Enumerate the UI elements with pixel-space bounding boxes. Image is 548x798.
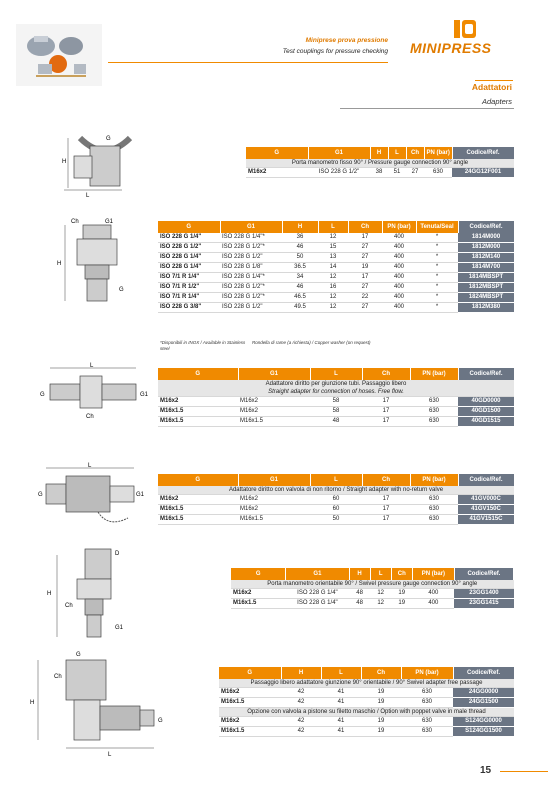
table-header-row [246,147,514,159]
table-row [158,293,514,303]
col-header: L [310,474,362,486]
dim-h-label: H [30,700,35,706]
cell-value: 400 [382,283,416,293]
cell-value: 16 [318,283,348,293]
cell-value: * [416,253,458,263]
col-header: G1 [238,474,310,486]
cell-value: M16x2 [238,495,310,505]
cell-value: 12 [318,273,348,283]
table-header-row [219,667,514,679]
cell-value: * [416,243,458,253]
cell-value: 12 [318,293,348,303]
cell-code: 41GV000C [458,495,514,505]
cell-value: 17 [362,407,410,417]
cell-g: M16x1.5 [158,407,238,417]
cell-value: 42 [281,727,321,737]
cell-h: 38 [370,168,388,178]
cell-g: M16x2 [158,397,238,407]
cell-g: M16x2 [219,717,281,727]
table-row [158,233,514,243]
table-subtitle: Opzione con valvola a pistone su filetto maschio / Option with poppet valve in male thread [219,708,514,717]
dim-ch-label: Ch [65,603,73,609]
cell-value: 400 [382,263,416,273]
cell-value: ISO 228 G 1/2"* [220,283,282,293]
cell-value: ISO 228 G 1/4" [286,589,349,599]
cell-value: M16x1.5 [238,417,310,427]
drawing-gauge-connection [60,118,155,198]
table-header-row [158,221,514,233]
cell-value: 19 [361,698,401,708]
cell-g: M16x1.5 [158,505,238,515]
table-adapters [158,221,515,313]
section-rule-top [475,80,513,81]
section-title-en: Adapters [481,97,512,106]
table-subtitle: Porta manometro orientabile 90° / Swivel pressure gauge connection 90° angle [231,580,514,589]
cell-g: ISO 228 G 1/4" [158,253,220,263]
drawing-swivel-adapter [30,648,170,758]
table-row [158,495,514,505]
table-header-row [158,368,514,380]
cell-g: M16x2 [158,495,238,505]
drawing-adapter-fitting [55,215,135,310]
cell-value: 12 [318,303,348,313]
cell-value: ISO 228 G 1/2"* [220,243,282,253]
dim-l-label: L [90,363,94,369]
logo-mark-icon [454,20,476,38]
section-title-it: Adattatori [471,82,512,92]
cell-value: ISO 228 G 1/2"* [220,293,282,303]
table-row [158,515,514,525]
cell-value: 17 [362,397,410,407]
table-subtitle: Porta manometro fisso 90° / Pressure gauge connection 90° angle [246,159,514,168]
cell-g: ISO 228 G 1/4" [158,263,220,273]
cell-value: 400 [412,599,454,609]
table-row [219,688,514,698]
table-swivel-adapter [219,667,515,737]
table-gauge-connection [246,147,515,178]
dim-g-label: G [106,136,111,142]
table-header-row [158,474,514,486]
col-header: G [158,368,238,380]
cell-value: 41 [321,688,361,698]
cell-value: 58 [310,407,362,417]
cell-g: ISO 228 G 3/8" [158,303,220,313]
dim-l-label: L [88,463,92,469]
cell-value: M16x2 [238,505,310,515]
cell-g: ISO 228 G 1/2" [158,243,220,253]
cell-value: 400 [382,253,416,263]
cell-code: 40GD1515 [458,417,514,427]
catalog-title-it: Miniprese prova pressione [305,37,388,44]
logo-text: MINIPRESS [410,40,492,56]
cell-value: 46.5 [282,293,318,303]
cell-g: ISO 7/1 R 1/2" [158,283,220,293]
dim-d-label: D [115,551,120,557]
col-header: H [281,667,321,679]
cell-value: 34 [282,273,318,283]
col-header: G [231,568,286,580]
cell-code: 1812MBSPT [458,283,514,293]
cell-value: 27 [348,303,382,313]
cell-value: * [416,283,458,293]
col-header: L [321,667,361,679]
drawing-no-return-adapter [38,462,150,532]
cell-code: 1814MBSPT [458,273,514,283]
col-header: PN (bar) [382,221,416,233]
col-header: H [370,147,388,159]
col-header: PN (bar) [410,474,458,486]
col-header: Ch [406,147,424,159]
cell-value: 46 [282,243,318,253]
table-row [158,283,514,293]
col-header: H [282,221,318,233]
cell-value: 36.5 [282,263,318,273]
drawing-swivel-gauge [45,545,135,645]
subtitle-en: Straight adapter for connection of hoses. Free flow. [268,389,404,395]
col-header-code: Codice/Ref. [458,368,514,380]
cell-value: 400 [382,293,416,303]
cell-g: M16x1.5 [231,599,286,609]
cell-g: ISO 7/1 R 1/4" [158,293,220,303]
cell-code: 40GD1500 [458,407,514,417]
cell-value: * [416,273,458,283]
cell-ch: 27 [406,168,424,178]
col-header-code: Codice/Ref. [458,221,514,233]
cell-code: 23GG1400 [454,589,513,599]
cell-value: 400 [382,243,416,253]
col-header-code: Codice/Ref. [453,667,514,679]
col-header-code: Codice/Ref. [452,147,514,159]
table-subtitle [158,380,514,397]
col-header: L [310,368,362,380]
table-row [158,417,514,427]
cell-value: 17 [348,273,382,283]
table-straight-adapter [158,368,515,427]
col-header-code: Codice/Ref. [458,474,514,486]
dim-g-label: G [40,392,45,398]
cell-value: 19 [361,717,401,727]
col-header-code: Codice/Ref. [454,568,513,580]
dim-g-label: G [76,652,81,658]
col-header: PN (bar) [424,147,452,159]
product-photo [16,24,102,86]
cell-value: ISO 228 G 1/4" [286,599,349,609]
cell-value: M16x2 [238,407,310,417]
cell-value: 17 [362,495,410,505]
header-rule [108,62,388,63]
cell-value: 17 [362,505,410,515]
cell-value: 630 [410,515,458,525]
col-header: G1 [220,221,282,233]
table-row [219,717,514,727]
cell-value: 42 [281,688,321,698]
col-header: L [370,568,391,580]
dim-h-label: H [57,261,62,267]
cell-value: M16x2 [238,397,310,407]
col-header: L [318,221,348,233]
col-header: Ch [361,667,401,679]
page-number-rule [500,771,548,772]
section-rule [340,108,514,109]
col-header: G [158,221,220,233]
cell-value: 630 [401,727,453,737]
cell-pn: 630 [424,168,452,178]
cell-value: 49.5 [282,303,318,313]
cell-code: 41GV150C [458,505,514,515]
cell-value: 12 [318,233,348,243]
note-washer: Rondella di rame (a richiesta) / Copper washer (on request) [252,340,371,345]
cell-value: 12 [370,589,391,599]
cell-value: 27 [348,253,382,263]
table-row [231,599,514,609]
col-header: H [349,568,370,580]
subtitle-it: Adattatore diritto per giunzione tubi. Passaggio libero [265,381,407,387]
cell-code: 24GG1500 [453,698,514,708]
cell-value: 50 [282,253,318,263]
cell-value: 36 [282,233,318,243]
cell-value: 630 [410,397,458,407]
col-header: G1 [286,568,349,580]
col-header: Ch [362,474,410,486]
table-header-row [231,568,514,580]
cell-g: M16x1.5 [158,515,238,525]
cell-value: 48 [349,599,370,609]
cell-value: 22 [348,293,382,303]
cell-code: 41GV1515C [458,515,514,525]
cell-value: 400 [382,303,416,313]
cell-value: 630 [401,698,453,708]
table-row [219,727,514,737]
dim-g-label: G [119,287,124,293]
dim-ch-label: Ch [71,219,79,225]
dim-h-label: H [62,159,67,165]
drawing-straight-adapter [40,362,150,422]
cell-value: 42 [281,717,321,727]
col-header: G [158,474,238,486]
cell-code: 40GD0000 [458,397,514,407]
col-header: PN (bar) [412,568,454,580]
cell-code: 1814M000 [458,233,514,243]
cell-g1: ISO 228 G 1/2" [308,168,370,178]
page-number: 15 [480,765,492,776]
col-header: Ch [348,221,382,233]
cell-code: 1812M140 [458,253,514,263]
cell-value: 50 [310,515,362,525]
cell-code: 24GG12F001 [452,168,514,178]
col-header: Tenuta/Seal [416,221,458,233]
table-row [246,168,514,178]
table-row [158,243,514,253]
cell-g: M16x2 [219,688,281,698]
table-row [158,253,514,263]
cell-value: 14 [318,263,348,273]
col-header: L [388,147,406,159]
cell-code: 1814M700 [458,263,514,273]
cell-value: 41 [321,727,361,737]
cell-value: 41 [321,698,361,708]
cell-code: 1812M380 [458,303,514,313]
col-header: PN (bar) [401,667,453,679]
dim-g1-label: G1 [115,625,124,631]
table-row [231,589,514,599]
table-subtitle: Passaggio libero adattatore giunzione 90° orientabile / 90° Swivel adapter free passage [219,679,514,688]
cell-value: 41 [321,717,361,727]
table-row [158,273,514,283]
minipress-logo [410,20,520,60]
cell-value: 27 [348,283,382,293]
cell-code: 24GG0000 [453,688,514,698]
cell-value: 630 [410,417,458,427]
cell-value: 17 [362,515,410,525]
cell-code: S124GG1500 [453,727,514,737]
cell-value: 19 [361,688,401,698]
cell-value: 400 [382,233,416,243]
table-no-return-adapter [158,474,515,525]
cell-value: 630 [410,495,458,505]
cell-code: S124GG0000 [453,717,514,727]
cell-g: M16x1.5 [219,698,281,708]
table-row [158,397,514,407]
dim-g-label: G [38,492,43,498]
col-header: G [219,667,281,679]
cell-value: ISO 228 G 1/8" [220,263,282,273]
dim-g1-label: G1 [140,392,149,398]
cell-value: 58 [310,397,362,407]
col-header: PN (bar) [410,368,458,380]
table-row [158,505,514,515]
dim-ch-label: Ch [54,674,62,680]
cell-value: ISO 228 G 1/2" [220,303,282,313]
cell-value: 27 [348,243,382,253]
table-row [158,263,514,273]
cell-value: M16x1.5 [238,515,310,525]
cell-value: 17 [362,417,410,427]
cell-value: * [416,303,458,313]
cell-value: 17 [348,233,382,243]
col-header: G1 [238,368,310,380]
cell-value: 630 [401,688,453,698]
cell-value: ISO 228 G 1/4"* [220,233,282,243]
table-row [158,303,514,313]
cell-g: ISO 7/1 R 1/4" [158,273,220,283]
col-header: G [246,147,308,159]
cell-value: 630 [401,717,453,727]
table-row [158,407,514,417]
cell-code: 1812M000 [458,243,514,253]
cell-value: ISO 228 G 1/4"* [220,273,282,283]
table-subtitle: Adattatore diritto con valvola di non ritorno / Straight adapter with no-return valve [158,486,514,495]
dim-l-label: L [86,193,90,198]
cell-value: 400 [412,589,454,599]
cell-value: 15 [318,243,348,253]
table-swivel-gauge [231,568,514,609]
cell-value: 48 [310,417,362,427]
cell-g: M16x1.5 [219,727,281,737]
cell-value: 19 [348,263,382,273]
cell-code: 1824MBSPT [458,293,514,303]
cell-value: 48 [349,589,370,599]
cell-value: 60 [310,495,362,505]
cell-code: 23GG1415 [454,599,513,609]
dim-g1-label: G1 [136,492,145,498]
cell-value: 19 [391,599,412,609]
cell-value: ISO 228 G 1/2" [220,253,282,263]
catalog-title-en: Test couplings for pressure checking [282,48,388,55]
cell-value: 46 [282,283,318,293]
col-header: Ch [362,368,410,380]
cell-value: 400 [382,273,416,283]
cell-value: 630 [410,407,458,417]
dim-ch-label: Ch [86,414,94,420]
cell-value: 60 [310,505,362,515]
dim-l-label: L [108,752,112,758]
cell-value: * [416,263,458,273]
cell-g: M16x2 [246,168,308,178]
cell-value: * [416,293,458,303]
dim-h-label: H [47,591,52,597]
cell-value: 13 [318,253,348,263]
table-row [219,698,514,708]
col-header: Ch [391,568,412,580]
col-header: G1 [308,147,370,159]
cell-value: * [416,233,458,243]
note-inox: *Disponibili in INOX / Available in Stainless steel [160,340,246,351]
cell-value: 19 [391,589,412,599]
dim-g1-label: G1 [105,219,114,225]
cell-value: 42 [281,698,321,708]
cell-g: M16x2 [231,589,286,599]
cell-value: 12 [370,599,391,609]
cell-l: 51 [388,168,406,178]
cell-g: ISO 228 G 1/4" [158,233,220,243]
cell-value: 19 [361,727,401,737]
cell-g: M16x1.5 [158,417,238,427]
cell-value: 630 [410,505,458,515]
dim-g-label-side: G [158,718,163,724]
